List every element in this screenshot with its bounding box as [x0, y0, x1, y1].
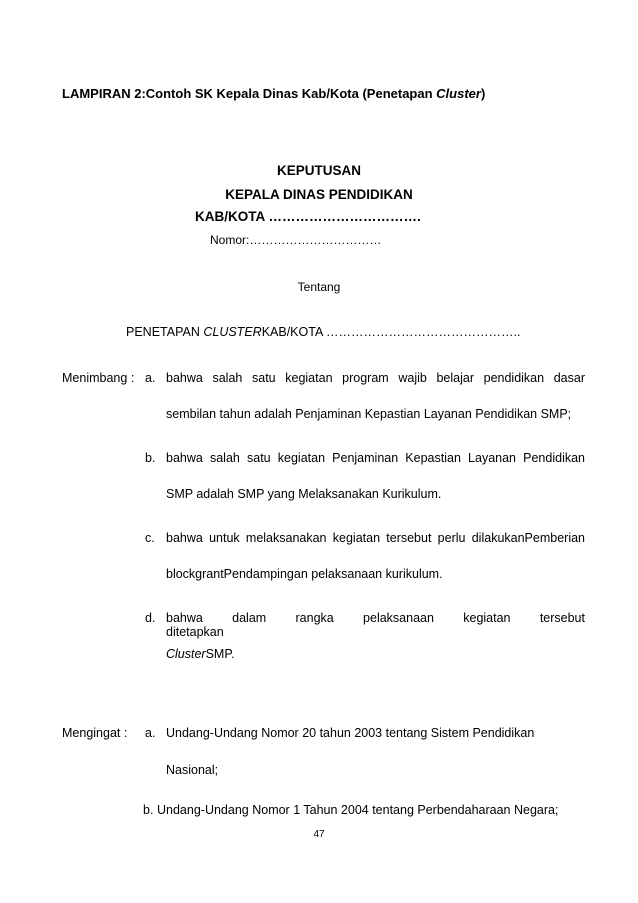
recalling-item-a-line1: Undang-Undang Nomor 20 tahun 2003 tentang Sistem Pendidikan: [166, 726, 535, 740]
considering-item-a-line1: bahwa salah satu kegiatan program wajib belajar pendidikan dasar: [166, 371, 585, 385]
recalling-letter: b.: [143, 803, 154, 817]
appendix-heading: LAMPIRAN 2:Contoh SK Kepala Dinas Kab/Kota (Penetapan Cluster): [62, 86, 486, 101]
considering-letter: d.: [145, 611, 156, 625]
decree-subject-italic: CLUSTER: [203, 325, 262, 339]
recalling-letter: a.: [145, 726, 156, 740]
recalling-item-a-line2: Nasional;: [166, 763, 219, 777]
decree-region: KAB/KOTA …………………………….: [195, 209, 421, 224]
considering-item-a-line2: sembilan tahun adalah Penjaminan Kepastian Layanan Pendidikan SMP;: [166, 407, 572, 421]
decree-subject: PENETAPAN CLUSTERKAB/KOTA ………………………………………..: [126, 325, 521, 339]
considering-item-c-line1: bahwa untuk melaksanakan kegiatan tersebut perlu dilakukanPemberian: [166, 531, 585, 545]
decree-issuer: KEPALA DINAS PENDIDIKAN: [225, 187, 413, 202]
about-label: Tentang: [297, 280, 341, 294]
recalling-item-b: Undang-Undang Nomor 1 Tahun 2004 tentang Perbendaharaan Negara;: [157, 803, 559, 817]
considering-item-b-line2: SMP adalah SMP yang Melaksanakan Kurikulum.: [166, 487, 442, 501]
page-number: 47: [313, 829, 325, 840]
cluster-italic: Cluster: [166, 647, 206, 661]
considering-item-b-line1: bahwa salah satu kegiatan Penjaminan Kepastian Layanan Pendidikan: [166, 451, 585, 465]
considering-letter: a.: [145, 371, 156, 385]
recalling-label: Mengingat: [62, 726, 121, 740]
considering-item-c-line2: blockgrantPendampingan pelaksanaan kurikulum.: [166, 567, 443, 581]
considering-letter: c.: [145, 531, 155, 545]
decree-number: Nomor:……………………………: [210, 233, 382, 247]
considering-letter: b.: [145, 451, 156, 465]
decree-title: KEPUTUSAN: [276, 163, 361, 178]
considering-item-d-line2: ClusterSMP.: [166, 647, 235, 661]
considering-colon: :: [131, 371, 135, 385]
recalling-colon: :: [124, 726, 128, 740]
considering-label: Menimbang: [62, 371, 128, 385]
appendix-heading-italic: Cluster: [436, 86, 481, 101]
considering-item-d-line1: bahwa dalam rangka pelaksanaan kegiatan tersebut ditetapkan: [166, 611, 585, 639]
